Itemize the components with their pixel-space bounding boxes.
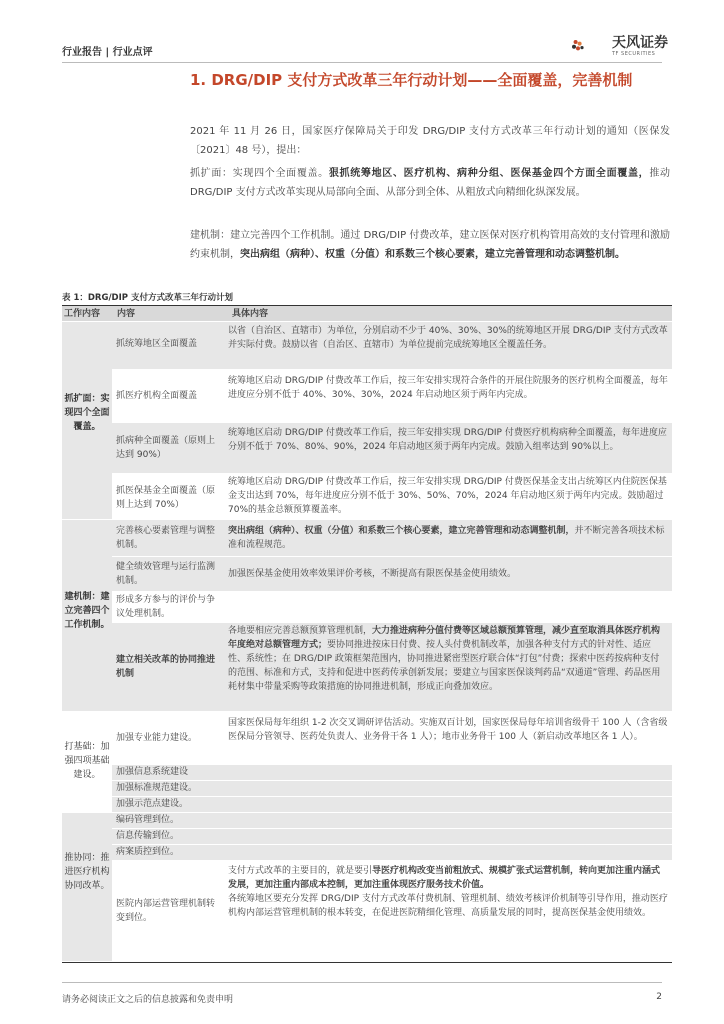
table-row (112, 623, 672, 711)
row-detail: 突出病组（病种）、权重（分值）和系数三个核心要素，建立完善管理和动态调整机制，并不断完善各项技术标准和流程规范。 (228, 526, 665, 550)
table-row (112, 845, 672, 860)
table-row (112, 322, 672, 369)
table-row (112, 797, 672, 812)
row-detail: 支付方式改革的主要目的，就是要引导医疗机构改变当前粗放式、规模扩张式运营机制，转向更加注重内涵式发展，更加注重内部成本控制，更加注重体现医疗服务技术价值。 各统筹地区要充分发挥 DRG/DIP 支付方式改革付费机制、管理机制、绩效考核评价机制等引导作用，推动医疗机构内部运营管理机制的根本转变，在促进医院精细化管理、高质量发展的同时，提高医保基金使用绩效。 (228, 866, 668, 918)
table-row (112, 861, 672, 961)
row-item: 形成多方参与的评价与争议处理机制。 (116, 595, 216, 619)
row-item: 完善核心要素管理与调整机制。 (116, 526, 216, 550)
table-row (112, 592, 672, 622)
row-detail: 统筹地区启动 DRG/DIP 付费改革工作后，按三年安排实现 DRG/DIP 付费医疗机构病种全面覆盖，每年进度应分别不低于 70%、80%、90%，2024 年启动地区须于两年内完成。鼓励入组率达到 90%以上。 (228, 428, 667, 452)
report-category: 行业报告 | 行业点评 (62, 47, 153, 58)
row-item: 健全绩效管理与运行监测机制。 (116, 562, 216, 586)
tf-logo-icon (570, 26, 610, 66)
table-row (112, 370, 672, 422)
header-cell: 具体内容 (232, 309, 269, 319)
row-item: 加强示范点建设。 (116, 799, 189, 809)
paragraph-expand: 抓扩面：实现四个全面覆盖。狠抓统筹地区、医疗机构、病种分组、医保基金四个方面全面覆盖，推动 DRG/DIP 支付方式改革实现从局部向全面、从部分到全体、从粗放式向精细化纵深发展。 (190, 168, 671, 198)
paragraph-mechanism: 建机制：建立完善四个工作机制。通过 DRG/DIP 付费改革，建立医保对医疗机构管用高效的支付管理和激励约束机制，突出病组（病种）、权重（分值）和系数三个核心要素，建立完善管理和动态调整机制。 (190, 230, 670, 260)
brand-sub: TF SECURITIES (612, 51, 656, 57)
row-item: 抓病种全面覆盖（原则上达到 90%） (116, 436, 216, 460)
category-mechanism: 建机制：建立完善四个工作机制。 (62, 520, 112, 711)
disclaimer: 请务必阅读正文之后的信息披露和免责申明 (62, 995, 234, 1005)
row-item: 病案质控到位。 (116, 847, 180, 857)
row-item: 抓统筹地区全面覆盖 (116, 339, 198, 349)
table-row (112, 781, 672, 796)
row-detail: 统筹地区启动 DRG/DIP 付费改革工作后，按三年安排实现 DRG/DIP 付费医保基金支出占统筹区内住院医保基金支出达到 70%，每年进度应分别不低于 30%、50%、70%，2024 年启动地区须于两年内完成。鼓励超过 70%的基金总额预算覆盖率。 (228, 477, 667, 515)
category-foundation: 打基础：加强四项基础建设。 (64, 742, 110, 780)
row-detail: 以省（自治区、直辖市）为单位，分别启动不少于 40%、30%、30%的统筹地区开展 DRG/DIP 支付方式改革并实际付费。鼓励以省（自治区、直辖市）为单位提前完成统筹地区全覆盖任务。 (228, 326, 668, 350)
table-header (62, 306, 672, 321)
row-item: 加强标准规范建设。 (116, 783, 198, 793)
row-item: 医院内部运营管理机制转变到位。 (116, 899, 216, 923)
table-row (112, 765, 672, 780)
paragraph-notice: 2021 年 11 月 26 日，国家医疗保障局关于印发 DRG/DIP 支付方式改革三年行动计划的通知（医保发〔2021〕48 号），提出： (190, 126, 670, 156)
category-expand: 抓扩面：实现四个全面覆盖。 (62, 322, 112, 519)
footer-divider (62, 982, 662, 983)
row-detail: 各地要相应完善总额预算管理机制，大力推进病种分值付费等区域总额预算管理，减少直至取消具体医疗机构年度绝对总额管理方式；要协同推进按床日付费、按人头付费机制改革，加强各种支付方式的针对性、适应性、系统性；在 DRG/DIP 政策框架范围内，协同推进紧密型医疗联合体“打包”付费；探索中医药按病种支付的范围、标准和方式，支持和促进中医药传承创新发展；要建立与国家医保谈判药品“双通道”管理、药品医用耗材集中带量采购等政策措施的协同推进机制，形成正向叠加效应。 (228, 626, 661, 692)
row-detail: 国家医保局每年组织 1-2 次交叉调研评估活动。实施双百计划，国家医保局每年培训省级骨干 100 人（含省级医保局分管领导、医药处负责人、业务骨干各 1 人）；地市业务骨干 100 人（新启动改革地区各 1 人）。 (228, 718, 668, 742)
page-number: 2 (656, 992, 662, 1002)
header-cell: 工作内容 (64, 309, 101, 319)
row-item: 信息传输到位。 (116, 831, 180, 841)
table-row (112, 474, 672, 519)
row-item: 抓医保基金全面覆盖（原则上达到 70%） (116, 486, 216, 510)
table-bottom-rule (62, 962, 672, 963)
row-detail: 统筹地区启动 DRG/DIP 付费改革工作后，按三年安排实现符合条件的开展住院服务的医疗机构全面覆盖，每年进度应分别不低于 40%、30%、30%，2024 年启动地区须于两年内完成。 (228, 376, 668, 400)
table-row (112, 520, 672, 556)
table-row (112, 712, 672, 764)
row-item: 编码管理到位。 (116, 815, 180, 825)
table-row (112, 423, 672, 473)
row-detail: 加强医保基金使用效率效果评价考核，不断提高有限医保基金使用绩效。 (228, 569, 517, 579)
category-coordination: 推协同：推进医疗机构协同改革。 (62, 813, 112, 961)
row-item: 加强信息系统建设 (116, 767, 189, 777)
table-row (112, 829, 672, 844)
action-plan-table (62, 305, 672, 923)
table-row (112, 557, 672, 591)
row-item: 抓医疗机构全面覆盖 (116, 391, 198, 401)
brand-name: 天风证券 (612, 35, 668, 51)
row-item: 建立相关改革的协同推进机制 (116, 655, 216, 679)
row-item: 加强专业能力建设。 (116, 733, 198, 743)
table-row (112, 813, 672, 828)
table-caption: 表 1：DRG/DIP 支付方式改革三年行动计划 (62, 293, 233, 303)
header-cell: 内容 (117, 309, 136, 319)
section-title: 1. DRG/DIP 支付方式改革三年行动计划——全面覆盖，完善机制 (190, 71, 633, 89)
